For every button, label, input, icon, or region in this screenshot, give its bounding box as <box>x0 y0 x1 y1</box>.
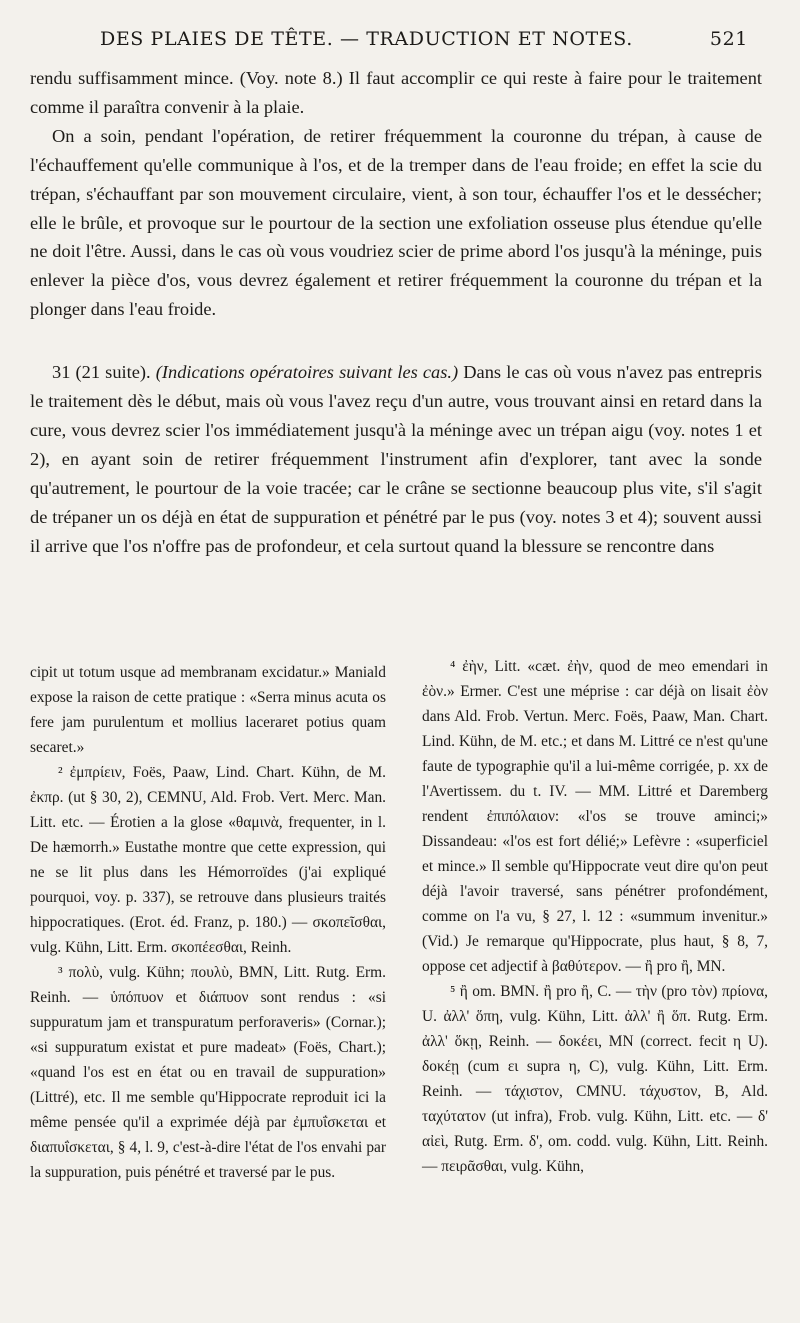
footnotes-left-column <box>30 660 386 1185</box>
footnotes-right-column <box>422 654 768 1179</box>
section-heading: (Indications opératoires suivant les cas.) <box>155 362 459 383</box>
footnote-5: ⁵ ἢ om. BMN. ἢ pro ἢ, C. — τὴν (pro τὸν) πρίονα, U. ἀλλ' ὅπη, vulg. Kühn, Litt. ἀλλ' ἢ ὅπ. Rutg. Erm. ἀλλ' ὅκῃ, Reinh. — δοκέει, MN (correct. fecit η U). δοκέῃ (cum ει supra η, C), vulg. Kühn, Litt. Erm. Reinh. — τάχιστον, CMNU. τάχυστον, B, Ald. ταχύτατον (ut infra), Frob. vulg. Kühn, Litt. etc. — δ' αἰεὶ, Rutg. Erm. δ', om. codd. vulg. Kühn, Litt. Reinh. — πειρᾶσθαι, vulg. Kühn, <box>422 983 768 1175</box>
main-text <box>30 64 762 561</box>
page-number: 521 <box>709 28 748 50</box>
paragraph-continuation: rendu suffisamment mince. (Voy. note 8.) Il faut accomplir ce qui reste à faire pour le traitement comme il paraîtra convenir à la plaie. <box>30 68 762 117</box>
section-body: Dans le cas où vous n'avez pas entrepris le traitement dès le début, mais où vous l'avez reçu d'un autre, vous trouvant ainsi en retard dans la cure, vous devrez scier l'os immédiatement jusqu'à la méninge avec un trépan aigu (voy. notes 1 et 2), en ayant soin de retirer fréquemment l'instrument afin d'explorer, tant avec la sonde qu'autrement, le pourtour de la voie tracée; car le crâne se sectionne beaucoup plus vite, s'il s'agit de trépaner un os déjà en état de suppuration et pénétré par le pus (voy. notes 3 et 4); souvent aussi il arrive que l'os n'offre pas de profondeur, et cela surtout quand la blessure se rencontre dans <box>30 362 762 556</box>
footnotes <box>30 660 770 1300</box>
paragraph-trepan-cooling: On a soin, pendant l'opération, de retirer fréquemment la couronne du trépan, à cause de l'échauffement qu'elle communique à l'os, et de la tremper dans de l'eau froide; en effet la scie du trépan, s'échauffant par son mouvement circulaire, vient, à son tour, échauffer l'os et le dessécher; elle le brûle, et provoque sur le pourtour de la section une exfoliation osseuse plus étendue qu'elle ne doit l'être. Aussi, dans le cas où vous voudriez scier de prime abord l'os jusqu'à la méninge, puis enlever la pièce d'os, vous devrez également et retirer fréquemment la couronne du trépan et la plonger dans l'eau froide. <box>30 125 762 320</box>
footnote-2: ² ἐμπρίειν, Foës, Paaw, Lind. Chart. Kühn, de M. ἐκπρ. (ut § 30, 2), CEMNU, Ald. Frob. Vert. Merc. Man. Litt. etc. — Érotien a la glose «θαμινὰ, frequenter, in l. De hæmorrh.» Eustathe montre que cette expression, qui ne se lit plus dans les Hémorroïdes (j'ai expliqué pourquoi, voy. p. 337), se retrouve dans plusieurs traités hippocratiques. (Erot. éd. Franz, p. 180.) — σκοπεῖσθαι, vulg. Kühn, Litt. Erm. σκοπέεσθαι, Reinh. <box>30 764 386 956</box>
running-head <box>100 28 760 58</box>
footnote-4: ⁴ ἐὴν, Litt. «cæt. ἐὴν, quod de meo emendari in ἐὸν.» Ermer. C'est une méprise : car déjà on lisait ἐὸν dans Ald. Frob. Vertun. Merc. Foës, Paaw, Man. Chart. Lind. Kühn, de M. etc.; et dans M. Littré ce n'est qu'une faute de typographie qu'il a lui-même corrigée, p. xx de l'Avertissem. du t. IV. — MM. Littré et Daremberg rendent ἐπιπόλαιον: «l'os se trouve aminci;» Dissandeau: «l'os est fort délié;» Lefèvre : «superficiel et mince.» Il semble qu'Hippocrate veut dire qu'on peut déjà l'avoir traversé, sans pénétrer profondément, comme on l'a vu, § 27, l. 12 : «summum invenitur.» (Vid.) Je remarque qu'Hippocrate, plus haut, § 8, 7, oppose cet adjectif à βαθύτερον. — ἢ pro ἢ, MN. <box>422 658 768 975</box>
footnote-3: ³ πολὺ, vulg. Kühn; πουλὺ, BMN, Litt. Rutg. Erm. Reinh. — ὑπόπυον et διάπυον sont rendus : «si suppuratum jam et transpuratum perforaveris» (Cornar.); «si suppuratum existat et pure madeat» (Foës, Chart.); «quand l'os est en état ou en travail de suppuration» (Littré), etc. Il me semble qu'Hippocrate reproduit ici la même pensée qu'il a exprimée déjà par ἐμπυΐσκεται et διαπυΐσκεται, § 4, l. 9, c'est-à-dire l'état de l'os envahi par la suppuration, puis pénétré et traversé par le pus. <box>30 964 386 1181</box>
section-number: 31 (21 suite). <box>52 362 151 383</box>
paragraph-section-31 <box>30 358 762 560</box>
footnote-1-continuation: cipit ut totum usque ad membranam excidatur.» Maniald expose la raison de cette pratique : «Serra minus acuta os fere jam purulentum et mollius laceraret potius quam secaret.» <box>30 664 386 756</box>
running-title: DES PLAIES DE TÊTE. — TRADUCTION ET NOTES. <box>100 28 633 50</box>
